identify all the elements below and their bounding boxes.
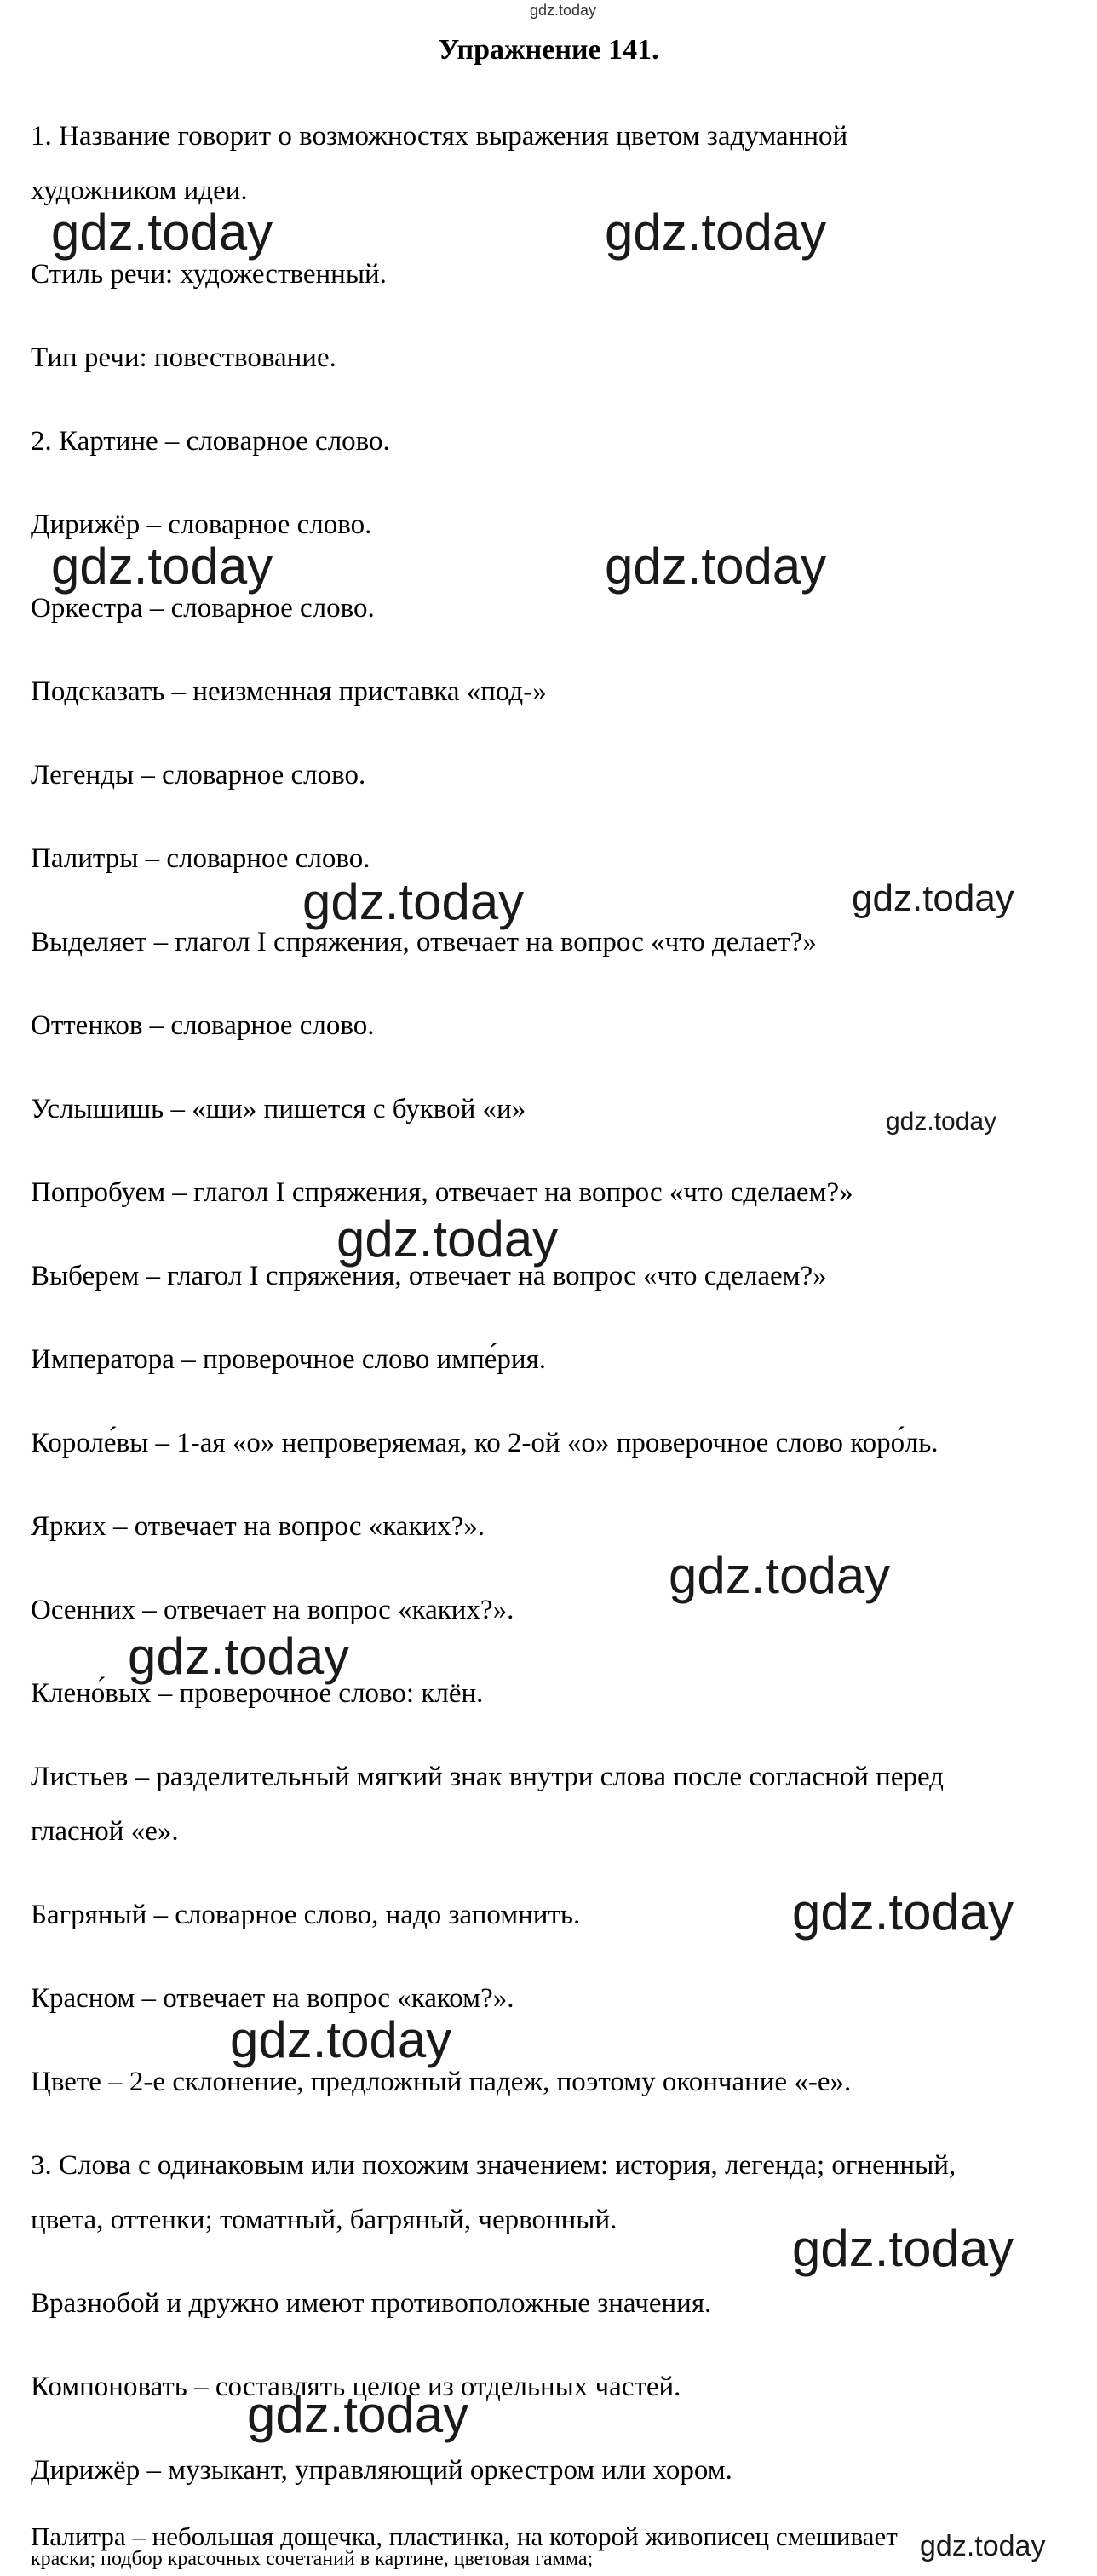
watermark: gdz.today <box>302 873 525 930</box>
text-line: художником идеи. <box>31 175 248 206</box>
watermark: gdz.today <box>247 2386 469 2443</box>
watermark: gdz.today <box>51 204 273 261</box>
text-line: Дирижёр – музыкант, управляющий оркестром или хором. <box>31 2455 732 2486</box>
watermark: gdz.today <box>605 538 827 595</box>
text-line: краски; подбор красочных сочетаний в картине, цветовая гамма; <box>31 2548 594 2570</box>
watermark: gdz.today <box>605 204 827 261</box>
text-line: 1. Название говорит о возможностях выражения цветом задуманной <box>31 121 848 152</box>
text-line: Попробуем – глагол I спряжения, отвечает на вопрос «что сделаем?» <box>31 1177 853 1208</box>
text-line: Цвете – 2-е склонение, предложный падеж, поэтому окончание «-е». <box>31 2067 852 2097</box>
watermark: gdz.today <box>792 1883 1014 1941</box>
text-line: Красном – отвечает на вопрос «каком?». <box>31 1983 514 2014</box>
text-line: Палитры – словарное слово. <box>31 843 370 874</box>
text-line: Тип речи: повествование. <box>31 342 336 373</box>
watermark: gdz.today <box>669 1547 891 1604</box>
watermark: gdz.today <box>51 538 273 595</box>
text-line: цвета, оттенки; томатный, багряный, червонный. <box>31 2205 617 2235</box>
text-line: гласной «е». <box>31 1816 179 1847</box>
text-line: Багряный – словарное слово, надо запомнить. <box>31 1900 581 1930</box>
text-line: Короле́вы – 1-ая «о» непроверяемая, ко 2-ой «о» проверочное слово коро́ль. <box>31 1428 939 1458</box>
text-line: Палитра – небольшая дощечка, пластинка, на которой живописец смешивает <box>31 2521 898 2551</box>
text-line: Листьев – разделительный мягкий знак внутри слова после согласной перед <box>31 1762 944 1792</box>
text-line: Компоновать – составлять целое из отдельных частей. <box>31 2372 681 2402</box>
text-line: Выделяет – глагол I спряжения, отвечает на вопрос «что делает?» <box>31 927 817 957</box>
text-line: Дирижёр – словарное слово. <box>31 509 372 540</box>
text-line: 2. Картине – словарное слово. <box>31 426 390 457</box>
text-line: Выберем – глагол I спряжения, отвечает на вопрос «что сделаем?» <box>31 1261 827 1291</box>
text-line: Оркестра – словарное слово. <box>31 593 375 624</box>
watermark: gdz.today <box>230 2011 452 2068</box>
text-line: Осенних – отвечает на вопрос «каких?». <box>31 1595 514 1625</box>
text-line: Вразнобой и дружно имеют противоположные значения. <box>31 2288 712 2319</box>
header-watermark: gdz.today <box>530 2 597 19</box>
text-line: Легенды – словарное слово. <box>31 760 366 791</box>
text-line: Ярких – отвечает на вопрос «каких?». <box>31 1511 485 1542</box>
text-line: Оттенков – словарное слово. <box>31 1010 375 1041</box>
text-line: Подсказать – неизменная приставка «под-» <box>31 676 547 707</box>
text-line: Стиль речи: художественный. <box>31 259 387 290</box>
watermark: gdz.today <box>852 877 1014 919</box>
watermark: gdz.today <box>792 2220 1014 2277</box>
watermark: gdz.today <box>886 1107 997 1136</box>
page-title: Упражнение 141. <box>438 34 659 66</box>
text-line: 3. Слова с одинаковым или похожим значением: история, легенда; огненный, <box>31 2150 956 2181</box>
watermark: gdz.today <box>336 1210 559 1268</box>
watermark: gdz.today <box>128 1628 350 1685</box>
text-line: Императора – проверочное слово импе́рия. <box>31 1344 547 1375</box>
watermark: gdz.today <box>920 2530 1046 2562</box>
text-line: Клено́вых – проверочное слово: клён. <box>31 1678 484 1709</box>
text-line: Услышишь – «ши» пишется с буквой «и» <box>31 1094 526 1124</box>
